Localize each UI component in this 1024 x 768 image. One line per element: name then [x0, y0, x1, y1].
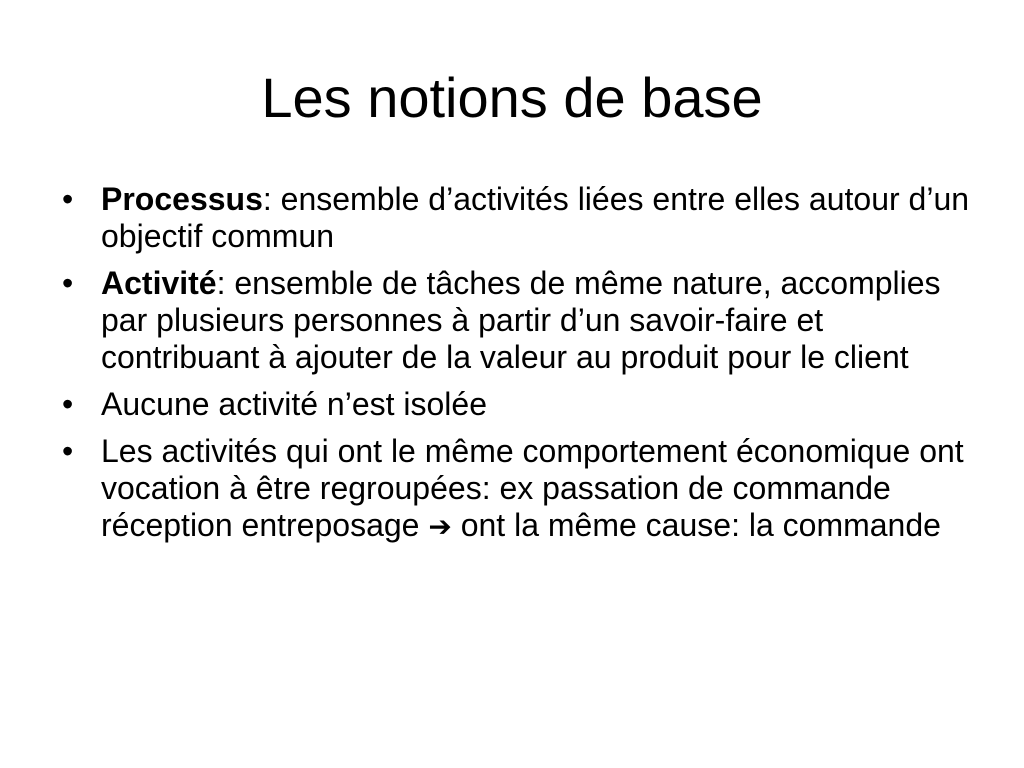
bullet-icon: •: [62, 181, 74, 217]
bullet-text: Aucune activité n’est isolée: [101, 386, 487, 422]
bullet-term: Processus: [101, 181, 263, 217]
bullet-text: : ensemble d’activités liées entre elles autour d’un objectif commun: [101, 181, 970, 254]
bullet-icon: •: [62, 265, 74, 301]
bullet-list: [62, 181, 982, 555]
arrow-right-icon: ➔: [428, 510, 452, 543]
bullet-text-after-arrow: ont la même cause: la commande: [451, 507, 941, 543]
bullet-term: Activité: [101, 265, 217, 301]
bullet-text: Les activités qui ont le même comportement économique ont vocation à être regroupées: ex passation de commande réception entreposage: [101, 433, 964, 543]
bullet-item-isolee: [62, 386, 982, 423]
bullet-text: : ensemble de tâches de même nature, accomplies par plusieurs personnes à partir d’un savoir-faire et contribuant à ajouter de la valeur au produit pour le client: [101, 265, 941, 375]
bullet-item-regroupees: [62, 433, 982, 545]
bullet-icon: •: [62, 386, 74, 422]
bullet-icon: •: [62, 433, 74, 469]
bullet-item-activite: [62, 265, 982, 376]
bullet-item-processus: [62, 181, 982, 255]
slide-title: Les notions de base: [261, 66, 763, 129]
